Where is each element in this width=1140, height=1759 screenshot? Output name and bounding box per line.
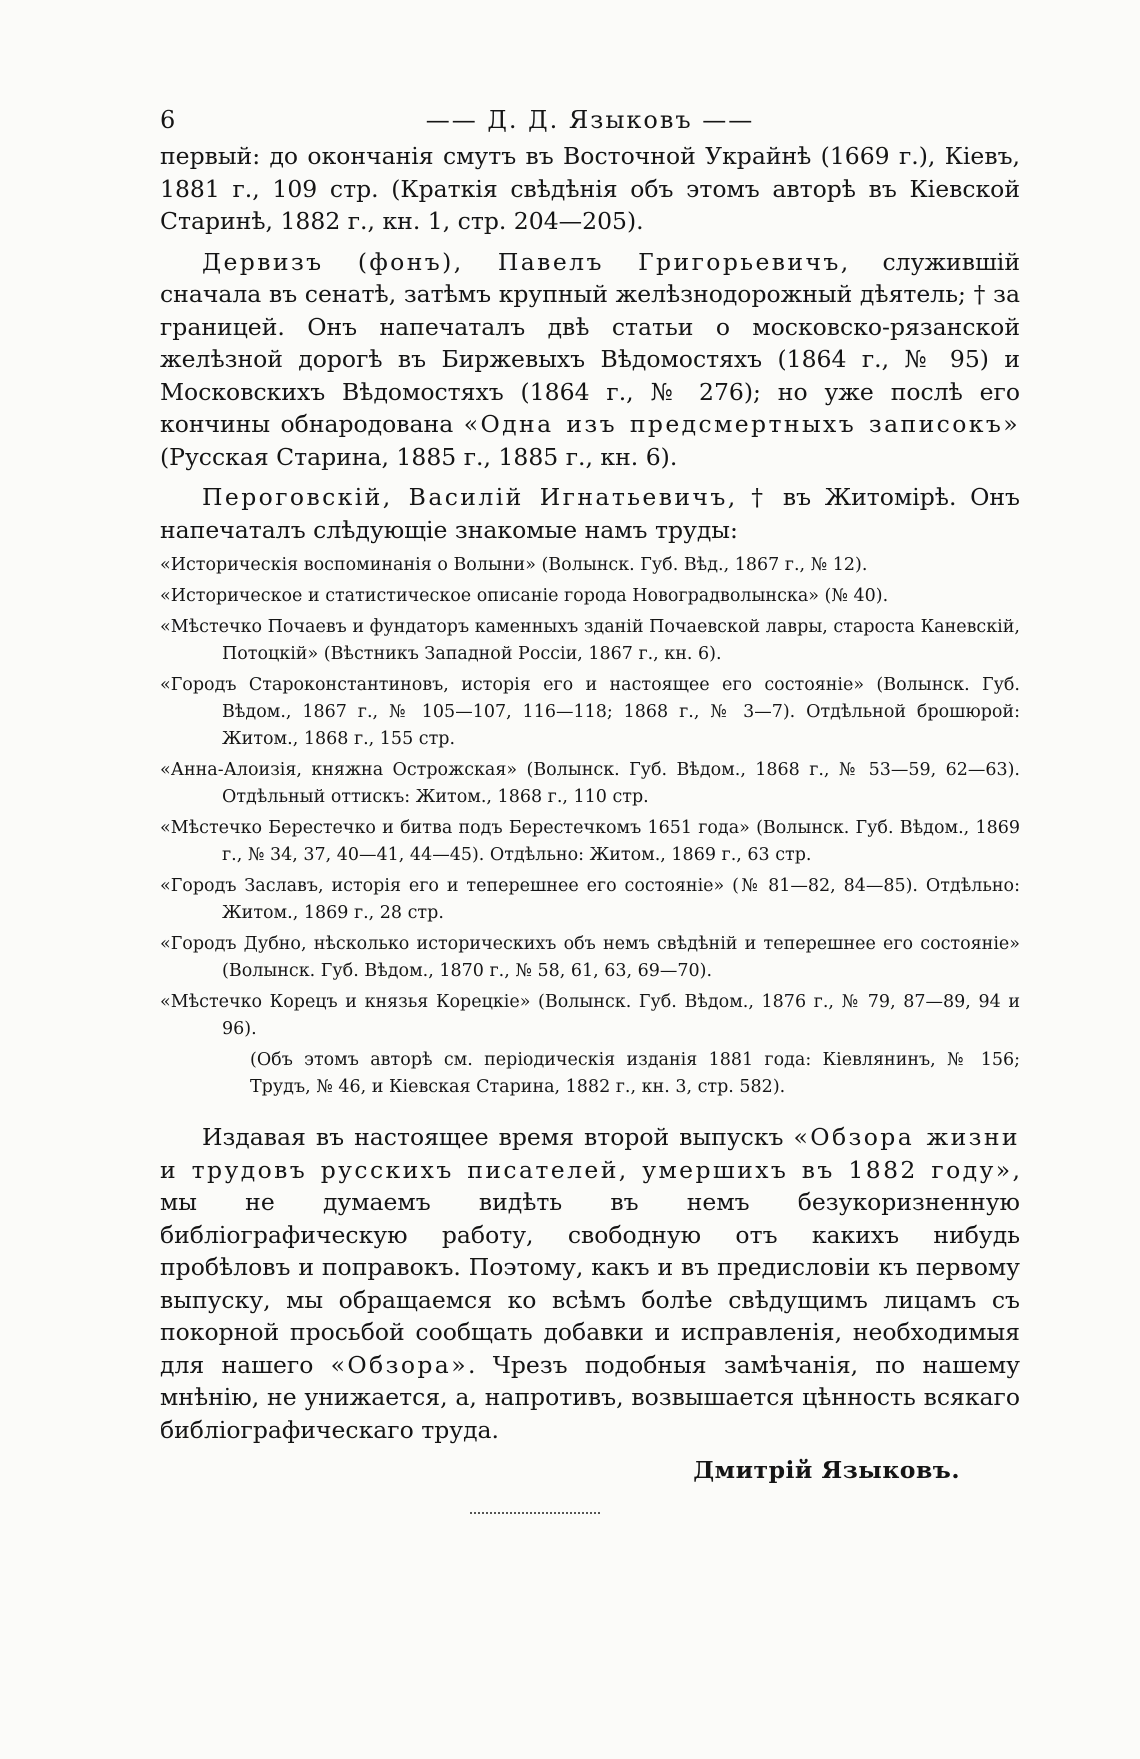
end-ornament: [470, 1512, 600, 1514]
entry-derviz: [160, 246, 1020, 474]
closing-text: . Чрезъ подобныя замѣчанія, по нашему мнѣнію, не унижается, а, напротивъ, возвышается цѣнность всякаго библіографическаго труда.: [160, 1350, 1020, 1444]
work-item: «Анна-Алоизія, княжна Острожская» (Волынск. Губ. Вѣдом., 1868 г., № 53—59, 62—63). Отдѣльный оттискъ: Житом., 1868 г., 110 стр.: [160, 760, 1020, 807]
entry-name: Дервизъ (фонъ), Павелъ Григорьевичъ,: [202, 247, 851, 276]
signature: Дмитрій Языковъ.: [693, 1456, 960, 1484]
work-title: «Одна изъ предсмертныхъ записокъ»: [463, 410, 1021, 438]
book-page: [160, 100, 1020, 1514]
entry-name: Пероговскій, Василій Игнатьевичъ,: [202, 483, 738, 511]
work-item: «Историческое и статистическое описаніе города Новоградволынска» (№ 40).: [160, 586, 889, 606]
works-list: [160, 552, 1020, 1101]
closing-text: , мы не думаемъ видѣть въ немъ безукоризненную библіографическую работу, свободную отъ какихъ нибудь пробѣловъ и поправокъ. Поэтому, какъ и въ предисловіи къ первому выпуску, мы обращаемся ко всѣмъ болѣе свѣдущимъ лицамъ съ покорной просьбой сообщать добавки и исправленія, необходимыя для нашего: [160, 1155, 1020, 1379]
page-number: 6: [160, 106, 176, 134]
work-item: «Городъ Дубно, нѣсколько историческихъ объ немъ свѣдѣній и теперешнее его состояніе» (Волынск. Губ. Вѣдом., 1870 г., № 58, 61, 63, 69—70).: [160, 934, 1020, 981]
page-header: [160, 100, 1020, 140]
entry-text: † въ Житомірѣ. Онъ напечаталъ слѣдующіе знакомые намъ труды:: [160, 483, 1020, 544]
entry-text: (Русская Старина, 1885 г., 1885 г., кн. 6).: [160, 442, 678, 471]
closing-title: «Обзора жизни и трудовъ русскихъ писателей, умершихъ въ 1882 году»: [160, 1123, 1020, 1184]
closing-paragraph: [160, 1121, 1020, 1446]
running-head: —— Д. Д. Языковъ ——: [425, 106, 755, 134]
work-item: «Мѣстечко Берестечко и битва подъ Берестечкомъ 1651 года» (Волынск. Губ. Вѣдом., 1869 г., № 34, 37, 40—41, 44—45). Отдѣльно: Житом., 1869 г., 63 стр.: [160, 818, 1020, 865]
work-item: «Мѣстечко Почаевъ и фундаторъ каменныхъ зданій Почаевской лавры, староста Каневскій, Потоцкій» (Вѣстникъ Западной Россіи, 1867 г., кн. 6).: [160, 617, 1020, 664]
reference-note: (Объ этомъ авторѣ см. періодическія изданія 1881 года: Кіевлянинъ, № 156; Трудъ, № 46, и Кіевская Старина, 1882 г., кн. 3, стр. 582).: [250, 1050, 1020, 1097]
work-item: «Мѣстечко Корецъ и князья Корецкіе» (Волынск. Губ. Вѣдом., 1876 г., № 79, 87—89, 94 и 96).: [160, 992, 1020, 1039]
entry-text: служившій сначала въ сенатѣ, затѣмъ крупный желѣзнодорожный дѣятель; † за границей. Онъ напечаталъ двѣ статьи о московско-рязанской желѣзной дорогѣ въ Биржевыхъ Вѣдомостяхъ (1864 г., № 95) и Московскихъ Вѣдомостяхъ (1864 г., № 276); но уже послѣ его кончины обнародована: [160, 247, 1020, 438]
work-item: «Историческія воспоминанія о Волыни» (Волынск. Губ. Вѣд., 1867 г., № 12).: [160, 555, 868, 575]
entry-perogovsky: [160, 481, 1020, 546]
work-item: «Городъ Староконстантиновъ, исторія его и настоящее его состояніе» (Волынск. Губ. Вѣдом., 1867 г., № 105—107, 116—118; 1868 г., № 3—7). Отдѣльной брошюрой: Житом., 1868 г., 155 стр.: [160, 675, 1020, 749]
work-item: «Городъ Заславъ, исторія его и теперешнее его состояніе» (№ 81—82, 84—85). Отдѣльно: Житом., 1869 г., 28 стр.: [160, 876, 1020, 923]
closing-title: «Обзора»: [330, 1350, 468, 1379]
closing-text: Издавая въ настоящее время второй выпускъ: [202, 1123, 794, 1151]
paragraph-continuation: первый: до окончанія смутъ въ Восточной Украйнѣ (1669 г.), Кіевъ, 1881 г., 109 стр. (Краткія свѣдѣнія объ этомъ авторѣ въ Кіевской Старинѣ, 1882 г., кн. 1, стр. 204—205).: [160, 142, 1020, 235]
